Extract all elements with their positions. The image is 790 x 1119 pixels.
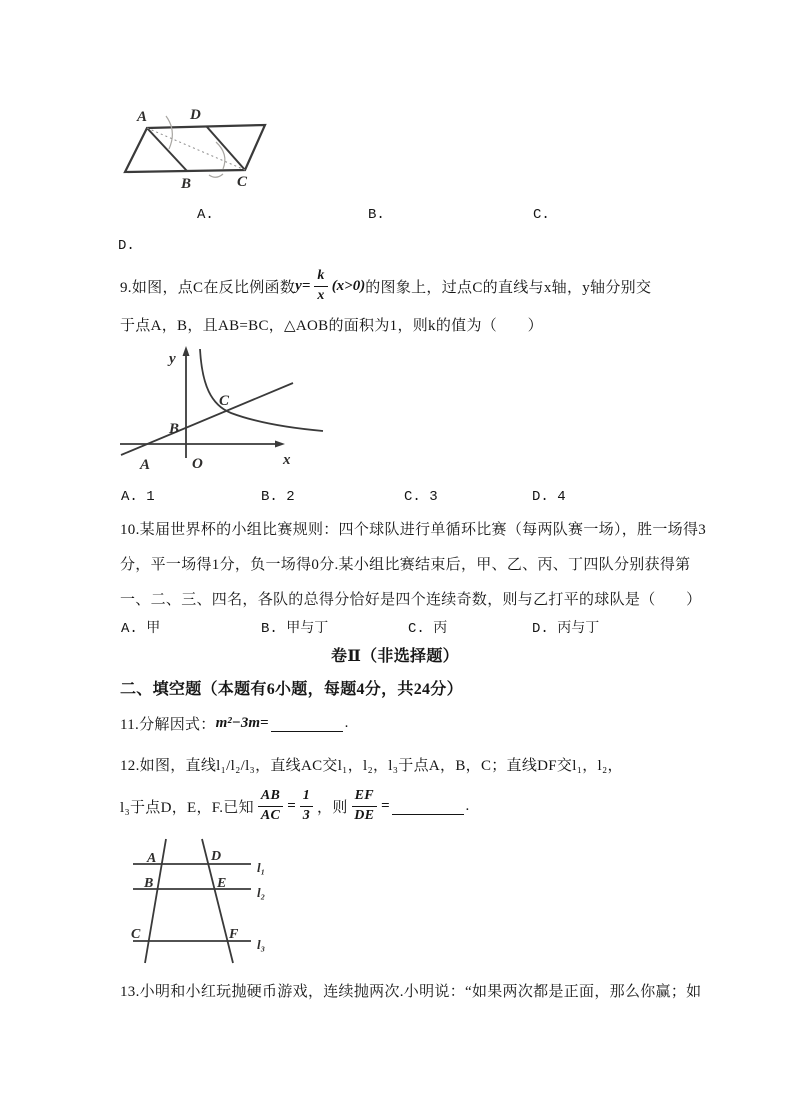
- point-label-C: C: [219, 393, 230, 409]
- q9-math-domain: (x>0): [331, 277, 366, 294]
- q9-text-pre: 9.如图，点C在反比例函数: [120, 279, 296, 296]
- q12-fraction-AB-AC: [258, 788, 283, 823]
- segment-D-C: [207, 127, 245, 170]
- q12-frac2-numerator: 1: [300, 788, 313, 806]
- q9-option-b: B. 2: [261, 489, 295, 505]
- point-label-C: C: [131, 927, 141, 942]
- q12-text-mid: ，则: [317, 799, 348, 816]
- q12-answer-blank: [392, 798, 464, 815]
- vertex-label-A: A: [137, 109, 148, 125]
- q8-option-b: B.: [368, 207, 385, 223]
- q10-stem-line3: 一、二、三、四名，各队的总得分恰好是四个连续奇数，则与乙打平的球队是（ ）: [120, 592, 702, 608]
- compass-arc-near-A: [166, 116, 172, 149]
- vertex-label-B: B: [181, 176, 192, 192]
- q13-stem-line1: 13.小明和小红玩抛硬币游戏，连续抛两次.小明说：“如果两次都是正面，那么你赢；如: [120, 984, 702, 1000]
- q12-fraction-EF-DE: [352, 788, 377, 823]
- q11-period: .: [344, 714, 349, 731]
- q9-option-d: D. 4: [532, 489, 566, 505]
- q12-fraction-1-3: [300, 788, 313, 823]
- q10-option-d: D. 丙与丁: [532, 621, 600, 637]
- compass-arc-bottom: [209, 174, 223, 177]
- origin-label-O: O: [192, 456, 203, 472]
- q12-text-pre: l₃于点D，E，F.已知: [120, 799, 254, 816]
- hyperbola-graph-figure: [113, 343, 338, 478]
- point-label-D: D: [211, 849, 222, 864]
- q9-stem-line2: 于点A，B，且AB=BC，△AOB的面积为1，则k的值为（ ）: [120, 318, 543, 334]
- vertex-label-D: D: [190, 107, 201, 123]
- label-l2: l₂: [257, 885, 266, 900]
- q10-option-a: A. 甲: [121, 621, 161, 637]
- q10-option-c: C. 丙: [408, 621, 448, 637]
- q9-fraction-numerator: k: [314, 268, 327, 286]
- fill-in-section-header: 二、填空题（本题有6小题，每题4分，共24分）: [120, 681, 463, 698]
- q12-frac1-denominator: AC: [260, 807, 281, 823]
- q12-frac3-denominator: DE: [354, 807, 375, 823]
- point-label-F: F: [229, 927, 239, 942]
- q9-text-post: 的图象上，过点C的直线与x轴，y轴分别交: [365, 279, 652, 296]
- q12-frac3-numerator: EF: [352, 788, 377, 806]
- q11-label: 11.分解因式：: [120, 716, 216, 733]
- q10-stem-line1: 10.某届世界杯的小组比赛规则：四个球队进行单循环比赛（每两队赛一场），胜一场得3: [120, 522, 707, 538]
- label-l1: l₁: [257, 860, 266, 875]
- q10-stem-line2: 分，平一场得1分，负一场得0分.某小组比赛结束后，甲、乙、丙、丁四队分别获得第: [120, 557, 691, 573]
- axis-label-x: x: [283, 452, 291, 468]
- q11-stem: [120, 712, 349, 734]
- q9-fraction-denominator: x: [317, 287, 325, 303]
- hyperbola-curve: [200, 349, 323, 431]
- parallelogram-construction-figure: [113, 103, 283, 198]
- q9-fraction-k-over-x: [314, 268, 327, 303]
- label-l3: l₃: [257, 937, 266, 952]
- parallelogram-outline: [125, 125, 265, 172]
- q10-option-b: B. 甲与丁: [261, 621, 329, 637]
- axis-label-y: y: [169, 351, 176, 367]
- q9-stem-line1: [120, 262, 651, 310]
- segment-A-B: [147, 128, 187, 171]
- q9-option-a: A. 1: [121, 489, 155, 505]
- q12-stem-line1: 12.如图，直线l₁/l₂/l₃，直线AC交l₁，l₂，l₃于点A，B，C；直线DF交l₁，l₂，: [120, 758, 623, 774]
- q12-stem-line2: [120, 783, 470, 829]
- q11-answer-blank: [271, 715, 343, 732]
- q8-option-d: D.: [118, 238, 135, 254]
- q12-equals-2: =: [380, 797, 390, 814]
- q9-option-c: C. 3: [404, 489, 438, 505]
- point-label-B: B: [169, 421, 180, 437]
- part2-title: 卷Ⅱ（非选择题）: [331, 648, 459, 665]
- parallel-lines-figure: [120, 835, 275, 967]
- point-label-A: A: [147, 851, 157, 866]
- point-label-A: A: [140, 457, 151, 473]
- q9-math-y-equals: y=: [295, 277, 311, 294]
- dotted-diagonal-A-C: [147, 128, 245, 170]
- q8-option-a: A.: [197, 207, 214, 223]
- vertex-label-C: C: [237, 174, 248, 190]
- q11-expression: m²−3m=: [215, 714, 269, 731]
- y-axis-arrow: [183, 346, 190, 356]
- q12-frac1-numerator: AB: [258, 788, 283, 806]
- q12-equals-1: =: [287, 797, 296, 814]
- x-axis-arrow: [275, 441, 285, 448]
- q12-period: .: [465, 797, 470, 814]
- q8-option-c: C.: [533, 207, 550, 223]
- point-label-E: E: [217, 876, 227, 891]
- point-label-B: B: [144, 876, 154, 891]
- q12-frac2-denominator: 3: [302, 807, 311, 823]
